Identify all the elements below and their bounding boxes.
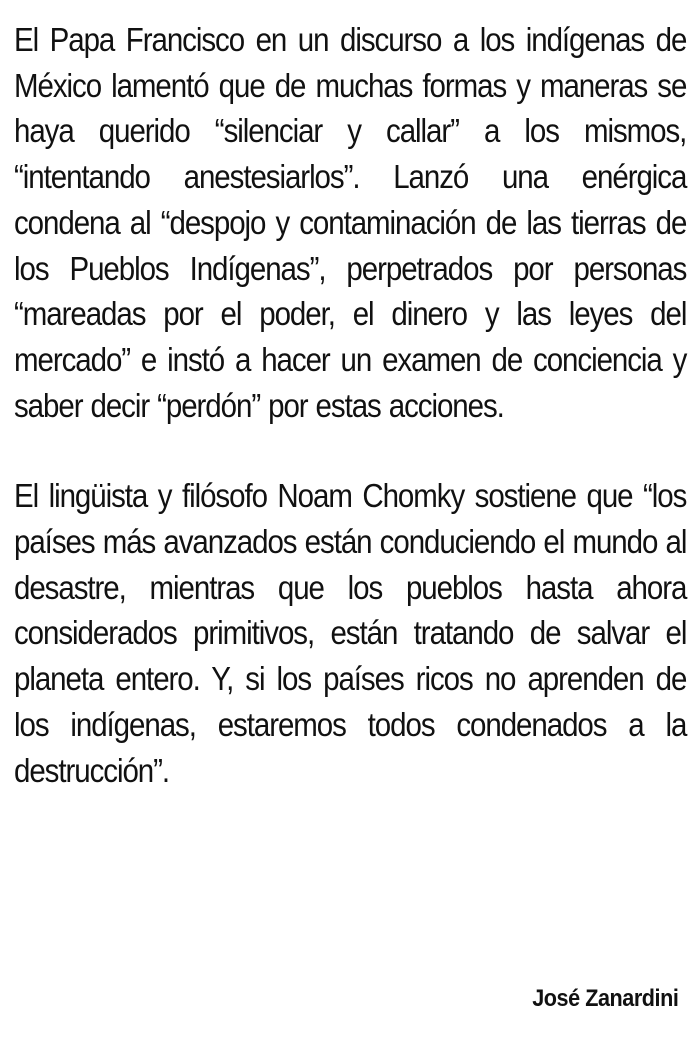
article-body — [14, 18, 686, 794]
paragraph-noam-chomsky: El lingüista y filósofo Noam Chomky sostiene que “los países más avanzados están conduciendo el mundo al desastre, mientras que los pueblos hasta ahora considerados primitivos, están tratando de salvar el planeta entero. Y, si los países ricos no aprenden de los indígenas, estaremos todos condenados a la destrucción”. — [14, 478, 687, 790]
author-signature: José Zanardini — [531, 985, 678, 1012]
paragraph-pope-francis: El Papa Francisco en un discurso a los indígenas de México lamentó que de muchas formas y maneras se haya querido “silenciar y callar” a los mismos, “intentando anestesiarlos”. Lanzó una enérgica condena al “despojo y contaminación de las tierras de los Pueblos Indígenas”, perpetrados por personas “mareadas por el poder, el dinero y las leyes del mercado” e instó a hacer un examen de conciencia y saber decir “perdón” por estas acciones. — [14, 22, 687, 425]
